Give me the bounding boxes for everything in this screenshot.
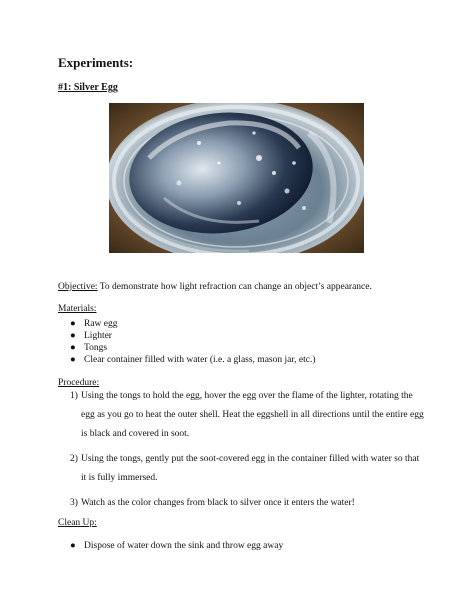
materials-label: Materials: [58,304,97,314]
step-text: Watch as the color changes from black to silver once it enters the water! [81,498,355,508]
egg-photo [109,103,364,253]
objective-label: Objective: [58,282,98,292]
list-item: ● Clear container filled with water (i.e. a glass, mason jar, etc.) [70,355,316,365]
step-number: 1) [70,391,78,401]
page-heading: Experiments: [58,55,134,70]
egg-photo-illustration [109,103,364,253]
list-item: ● Tongs [70,343,108,353]
list-item: ● Dispose of water down the sink and throw egg away [70,541,284,551]
list-item: ● Raw egg [70,319,118,329]
bullet-icon: ● [70,541,76,551]
bullet-icon: ● [70,331,76,341]
bullet-icon: ● [70,319,76,329]
objective-line [58,282,372,292]
procedure-step [70,494,430,514]
experiment-title: #1: Silver Egg [58,82,118,93]
list-item: ● Lighter [70,331,112,341]
cleanup-label: Clean Up: [58,518,97,528]
materials-list [70,318,316,366]
bullet-icon: ● [70,355,76,365]
step-text: Using the tongs, gently put the soot-covered egg in the container filled with water so that it is fully immersed. [81,454,420,483]
procedure-step [70,450,430,490]
bullet-icon: ● [70,343,76,353]
step-text: Using the tongs to hold the egg, hover the egg over the flame of the lighter, rotating the egg as you go to heat the outer shell. Heat the eggshell in all directions until the entire egg is black and covered in soot. [81,391,424,439]
cleanup-list [70,540,283,552]
procedure-step [70,387,430,447]
step-number: 2) [70,454,78,464]
step-number: 3) [70,498,78,508]
procedure-label: Procedure: [58,378,100,388]
objective-text: To demonstrate how light refraction can change an object’s appearance. [97,282,372,292]
